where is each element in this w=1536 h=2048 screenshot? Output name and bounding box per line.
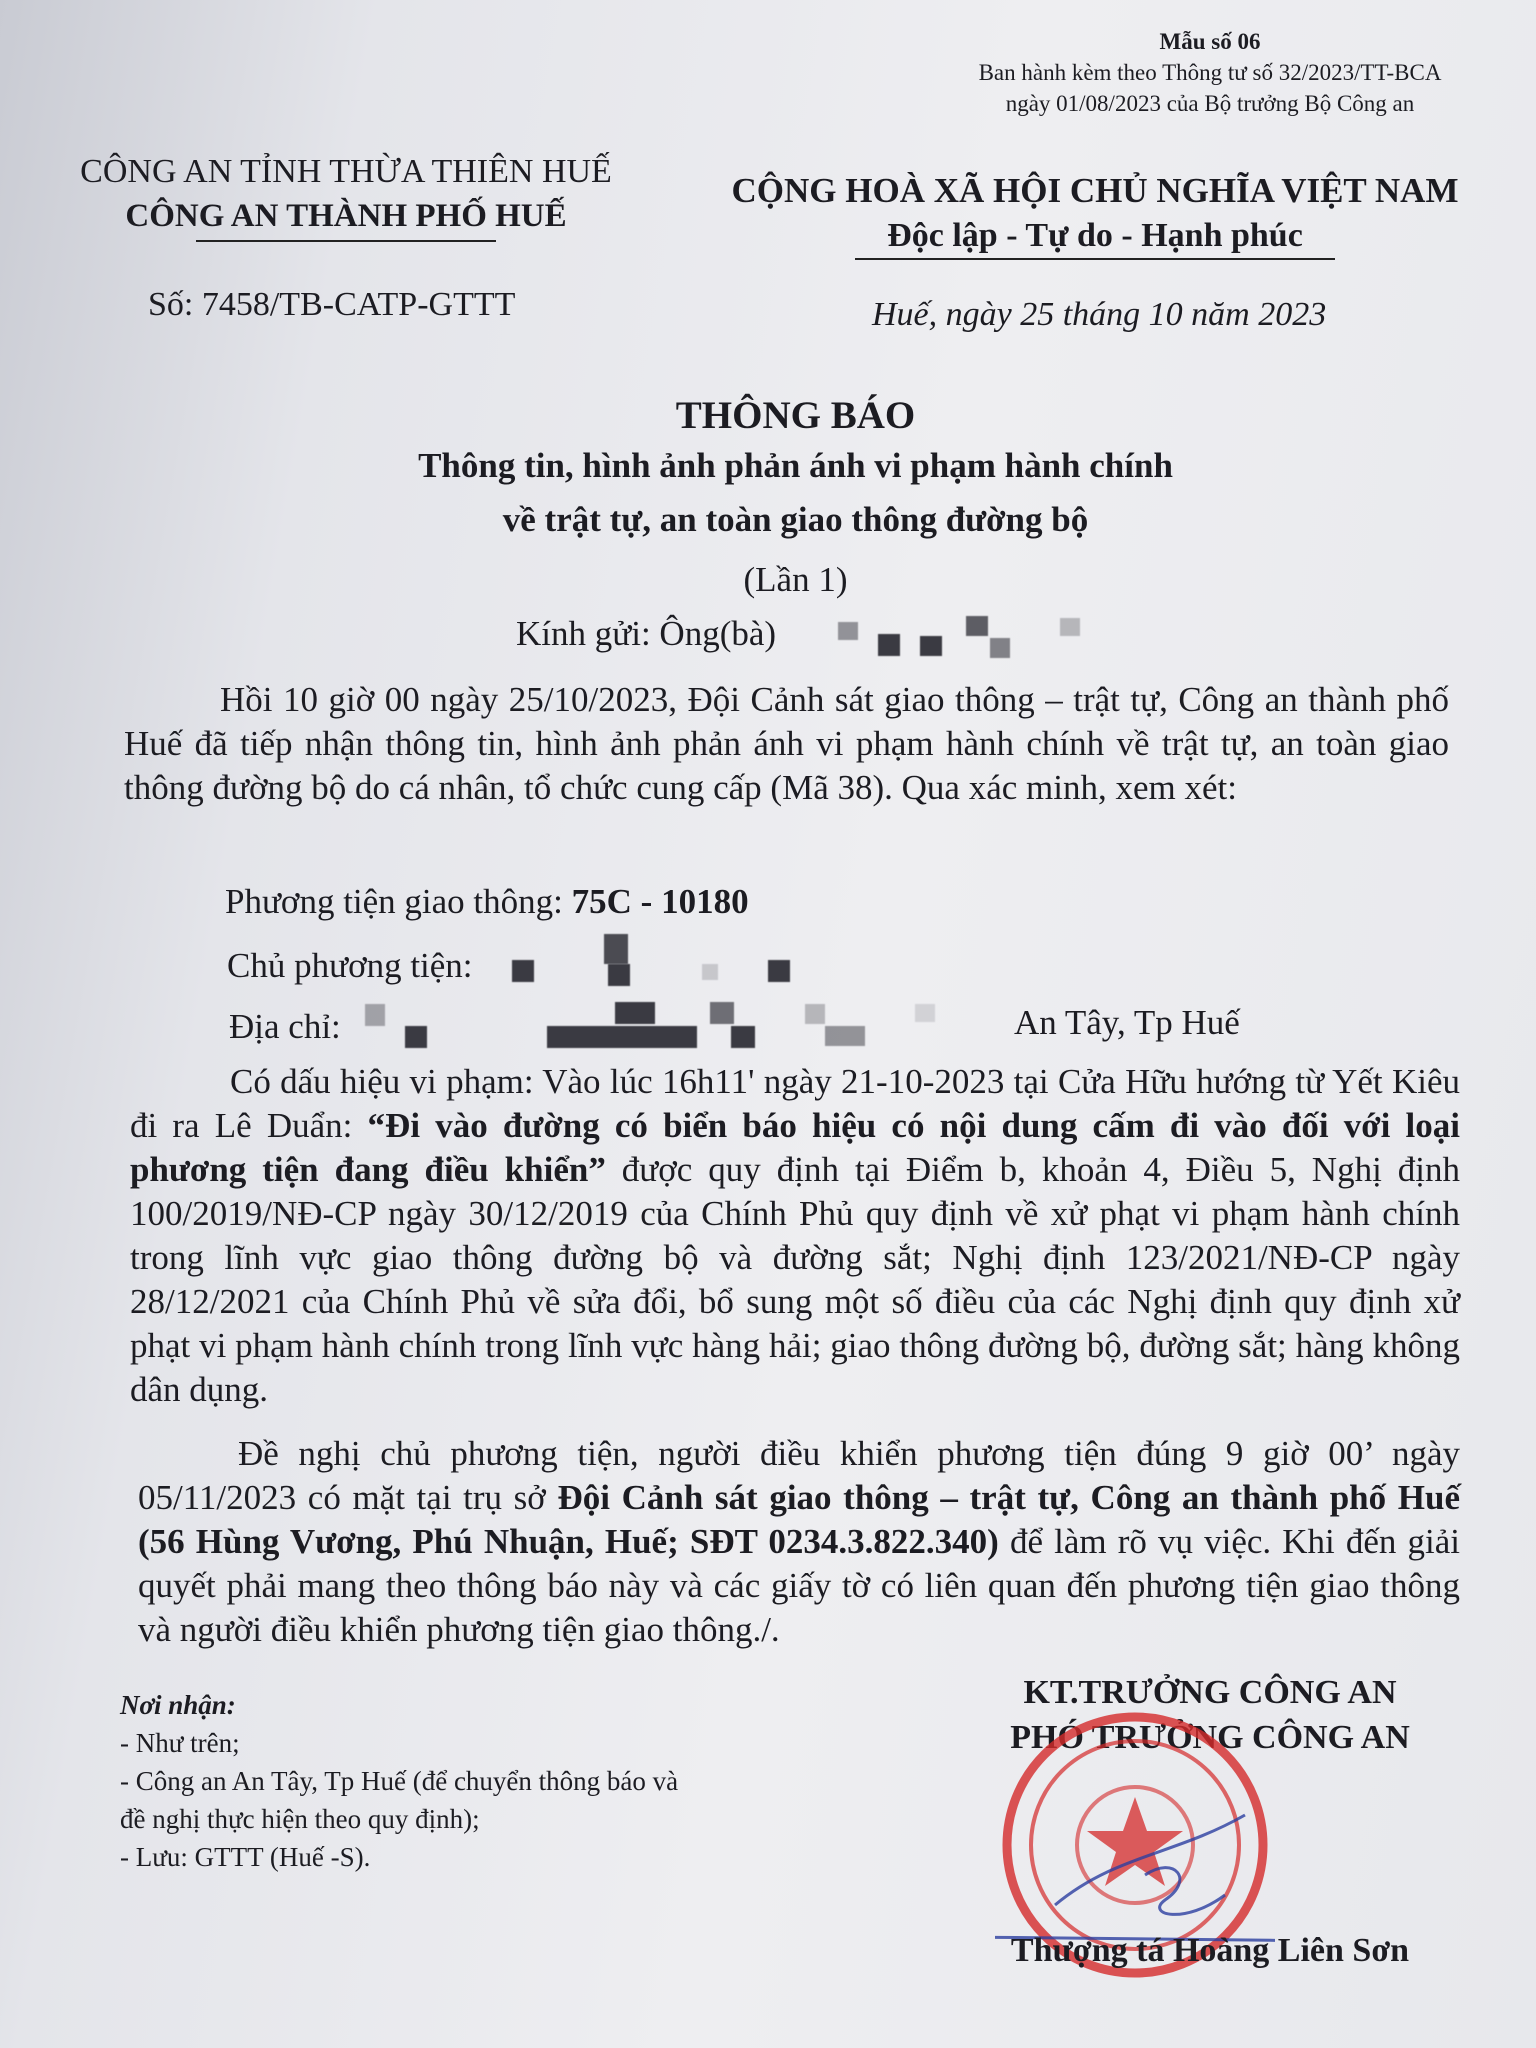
nation-motto: Độc lập - Tự do - Hạnh phúc — [887, 217, 1303, 254]
attempt-label: (Lần 1) — [743, 560, 848, 599]
request-part1: Đề nghị chủ phương tiện, người điều khiển phương tiện đúng 9 giờ 00’ ngày 05/11/2023 có mặt tại trụ sở — [138, 1434, 1460, 1517]
paragraph-request — [138, 1432, 1460, 1652]
address-line — [229, 1007, 341, 1047]
recipients-heading: Nơi nhận: — [120, 1690, 236, 1720]
agency-name: CÔNG AN THÀNH PHỐ HUẾ — [125, 198, 567, 234]
nation-block — [700, 168, 1490, 260]
form-issued-line1: Ban hành kèm theo Thông tư số 32/2023/TT-BCA — [978, 60, 1442, 85]
vehicle-label: Phương tiện giao thông: — [225, 882, 572, 921]
paragraph-violation — [130, 1060, 1460, 1412]
form-issued-line2: ngày 01/08/2023 của Bộ trưởng Bộ Công an — [1005, 91, 1415, 116]
violation-intro: Có dấu hiệu vi phạm: Vào lúc 16h11' ngày 21-10-2023 tại Cửa Hữu hướng từ Yết Kiêu đi ra Lê Duẩn: — [130, 1062, 1460, 1145]
agency-block — [36, 150, 656, 242]
signature-title-line2: PHÓ TRƯỞNG CÔNG AN — [1010, 1719, 1410, 1756]
document-date: Huế, ngày 25 tháng 10 năm 2023 — [872, 296, 1327, 333]
document-subtitle-2: về trật tự, an toàn giao thông đường bộ — [502, 500, 1089, 539]
violation-rest: được quy định tại Điểm b, khoản 4, Điều 5, Nghị định 100/2019/NĐ-CP ngày 30/12/2019 của Chính Phủ quy định về xử phạt vi phạm hành chính trong lĩnh vực giao thông đường bộ và đường sắt; Nghị định 123/2021/NĐ-CP ngày 28/12/2021 của Chính Phủ về sửa đổi, bổ sung một số điều của các Nghị định quy định xử phạt vi phạm hành chính trong lĩnh vực hàng hải; giao thông đường bộ, đường sắt; hàng không dân dụng. — [130, 1150, 1460, 1409]
recipients-block — [120, 1686, 678, 1876]
recipients-item: - Như trên; — [120, 1728, 240, 1758]
signature-title-line1: KT.TRƯỞNG CÔNG AN — [1023, 1674, 1397, 1711]
recipient-label: Kính gửi: Ông(bà) — [516, 614, 777, 653]
document-subtitle-1: Thông tin, hình ảnh phản ánh vi phạm hành chính — [418, 446, 1173, 485]
agency-divider — [196, 240, 496, 242]
request-part2: để làm rõ vụ việc. Khi đến giải quyết phải mang theo thông báo này và các giấy tờ có liên quan đến phương tiện giao thông và người điều khiển phương tiện giao thông./. — [138, 1522, 1461, 1649]
document-title: THÔNG BÁO — [675, 394, 916, 437]
request-office: Đội Cảnh sát giao thông – trật tự, Công an thành phố Huế (56 Hùng Vương, Phú Nhuận, Huế; SĐT 0234.3.822.340) — [138, 1478, 1460, 1561]
recipients-item: - Công an An Tây, Tp Huế (để chuyển thông báo và — [120, 1766, 679, 1796]
address-tail: An Tây, Tp Huế — [1014, 1003, 1240, 1042]
agency-parent: CÔNG AN TỈNH THỪA THIÊN HUẾ — [80, 153, 612, 190]
form-header — [930, 26, 1490, 119]
recipients-item: đề nghị thực hiện theo quy định); — [120, 1804, 480, 1834]
vehicle-plate: 75C - 10180 — [571, 882, 749, 921]
owner-line — [227, 946, 473, 986]
address-label: Địa chỉ: — [229, 1007, 341, 1046]
document-number: Số: 7458/TB-CATP-GTTT — [148, 286, 516, 323]
form-number: Mẫu số 06 — [1159, 29, 1261, 54]
violation-quote: “Đi vào đường có biển báo hiệu có nội dung cấm đi vào đối với loại phương tiện đang điều khiển” — [130, 1106, 1460, 1189]
signer-name: Thượng tá Hoàng Liên Sơn — [1010, 1932, 1410, 1969]
paragraph-intro: Hồi 10 giờ 00 ngày 25/10/2023, Đội Cảnh sát giao thông – trật tự, Công an thành phố Huế đã tiếp nhận thông tin, hình ảnh phản ánh vi phạm hành chính về trật tự, an toàn giao thông đường bộ do cá nhân, tổ chức cung cấp (Mã 38). Qua xác minh, xem xét: — [124, 680, 1449, 807]
owner-label: Chủ phương tiện: — [227, 946, 473, 985]
nation-name: CỘNG HOÀ XÃ HỘI CHỦ NGHĨA VIỆT NAM — [731, 171, 1459, 210]
vehicle-line — [225, 882, 749, 922]
recipient-line — [516, 614, 776, 654]
motto-divider — [855, 258, 1335, 260]
recipients-item: - Lưu: GTTT (Huế -S). — [120, 1842, 371, 1872]
